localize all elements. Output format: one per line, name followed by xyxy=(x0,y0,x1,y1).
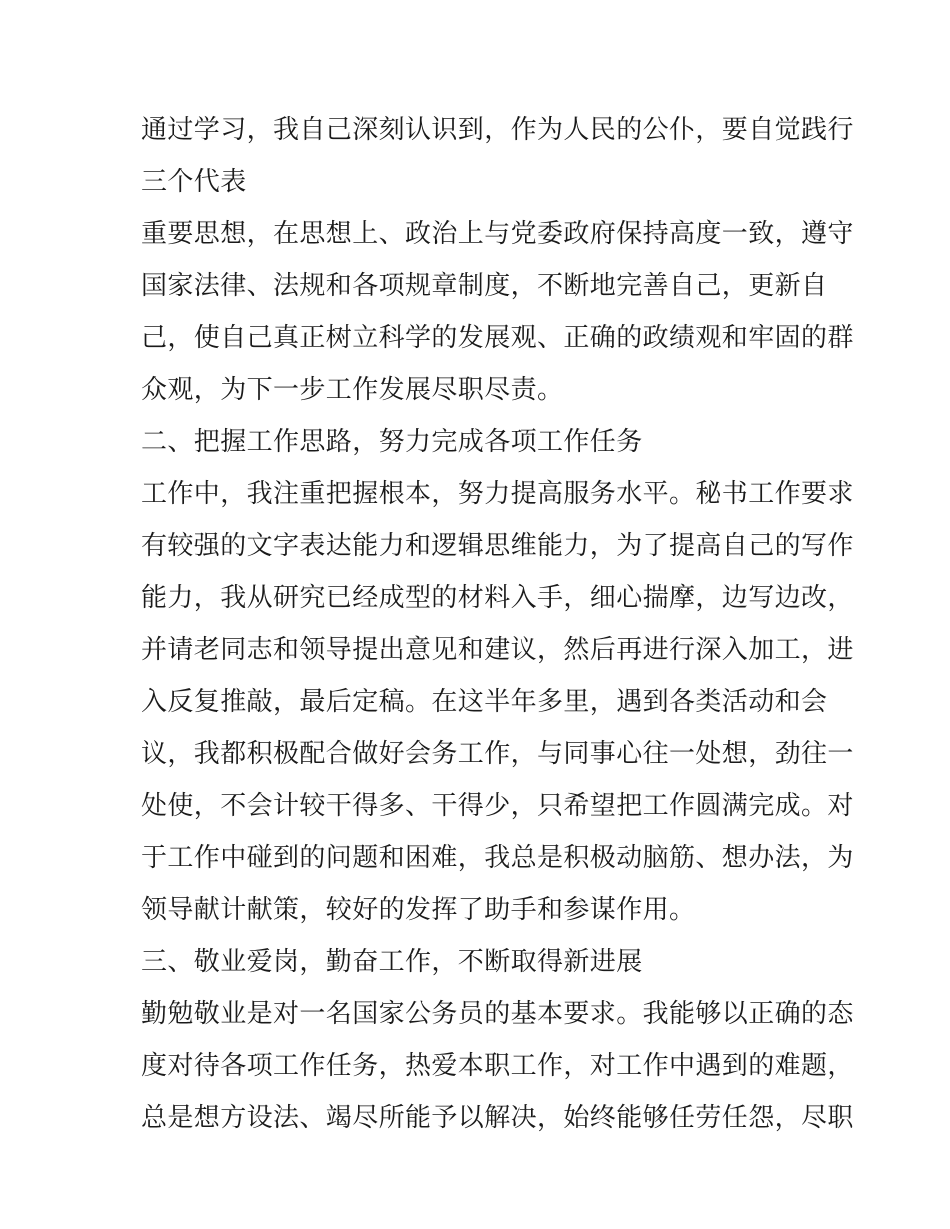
text-line: 有较强的文字表达能力和逻辑思维能力，为了提高自己的写作 xyxy=(141,531,854,561)
text-line: 能力，我从研究已经成型的材料入手，细心揣摩，边写边改， xyxy=(141,583,854,613)
text-line: 于工作中碰到的问题和困难，我总是积极动脑筋、想办法，为 xyxy=(141,843,854,873)
document-body xyxy=(141,104,854,1144)
text-line: 入反复推敲，最后定稿。在这半年多里，遇到各类活动和会 xyxy=(141,687,828,717)
text-line: 处使，不会计较干得多、干得少，只希望把工作圆满完成。对 xyxy=(141,791,854,821)
section-heading-3: 三、敬业爱岗，勤奋工作，不断取得新进展 xyxy=(141,947,643,977)
text-line: 国家法律、法规和各项规章制度，不断地完善自己，更新自 xyxy=(141,271,828,301)
text-line: 总是想方设法、竭尽所能予以解决，始终能够任劳任怨，尽职 xyxy=(141,1103,854,1133)
text-line: 勤勉敬业是对一名国家公务员的基本要求。我能够以正确的态 xyxy=(141,999,854,1029)
text-line: 并请老同志和领导提出意见和建议，然后再进行深入加工，进 xyxy=(141,635,854,665)
text-line: 度对待各项工作任务，热爱本职工作，对工作中遇到的难题， xyxy=(141,1051,854,1081)
text-line: 议，我都积极配合做好会务工作，与同事心往一处想，劲往一 xyxy=(141,739,854,769)
text-line: 重要思想，在思想上、政治上与党委政府保持高度一致，遵守 xyxy=(141,219,854,249)
text-line: 通过学习，我自己深刻认识到，作为人民的公仆，要自觉践行 xyxy=(141,115,854,145)
text-line: 众观，为下一步工作发展尽职尽责。 xyxy=(141,375,564,405)
text-line: 工作中，我注重把握根本，努力提高服务水平。秘书工作要求 xyxy=(141,479,854,509)
text-line: 领导献计献策，较好的发挥了助手和参谋作用。 xyxy=(141,895,696,925)
section-heading-2: 二、把握工作思路，努力完成各项工作任务 xyxy=(141,427,643,457)
text-line: 己，使自己真正树立科学的发展观、正确的政绩观和牢固的群 xyxy=(141,323,854,353)
text-line: 三个代表 xyxy=(141,167,247,197)
